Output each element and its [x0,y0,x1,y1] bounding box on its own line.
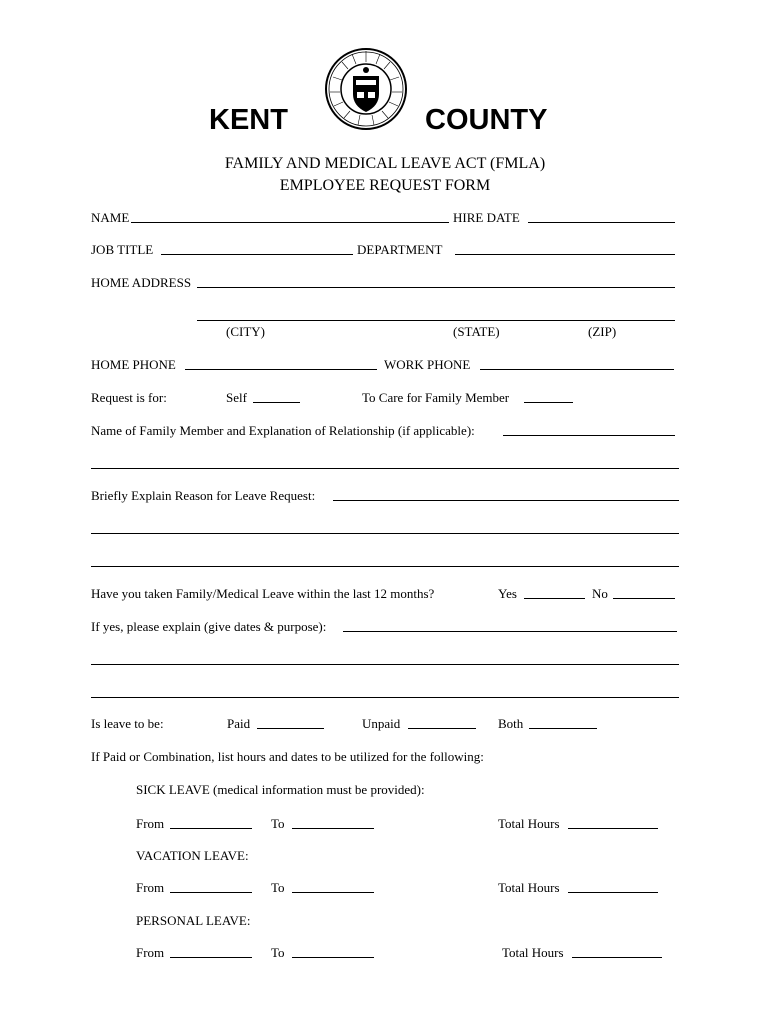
unpaid-field[interactable] [408,728,476,729]
personal-from-field[interactable] [170,957,252,958]
home-phone-field[interactable] [185,369,377,370]
unpaid-label: Unpaid [362,716,401,731]
if-yes-label: If yes, please explain (give dates & purpose): [91,619,327,634]
reason-field[interactable] [333,500,679,501]
home-address-field[interactable] [197,287,675,288]
hire-date-field[interactable] [528,222,675,223]
sick-total-hours-label: Total Hours [498,816,560,831]
form-title-line1: FAMILY AND MEDICAL LEAVE ACT (FMLA) [224,155,546,172]
no-field[interactable] [613,598,675,599]
personal-to-label: To [271,945,285,960]
leave-to-be-label: Is leave to be: [91,716,164,731]
job-title-field[interactable] [161,254,353,255]
taken-leave-label: Have you taken Family/Medical Leave within the last 12 months? [91,586,435,601]
sick-leave-label: SICK LEAVE (medical information must be provided): [136,782,425,797]
reason-field-2[interactable] [91,533,679,534]
care-family-label: To Care for Family Member [362,390,510,405]
header-kent: KENT [209,104,288,136]
request-for-label: Request is for: [91,390,167,405]
both-label: Both [498,716,524,731]
vacation-from-field[interactable] [170,892,252,893]
yes-label: Yes [498,586,517,601]
personal-leave-label: PERSONAL LEAVE: [136,913,251,928]
self-field[interactable] [253,402,300,403]
vacation-from-label: From [136,880,165,895]
sick-from-label: From [136,816,165,831]
personal-total-hours-label: Total Hours [502,945,564,960]
vacation-total-hours-field[interactable] [568,892,658,893]
paid-field[interactable] [257,728,324,729]
home-address-label: HOME ADDRESS [91,275,192,290]
vacation-total-hours-label: Total Hours [498,880,560,895]
paid-combo-label: If Paid or Combination, list hours and dates to be utilized for the following: [91,749,484,764]
reason-field-3[interactable] [91,566,679,567]
department-label: DEPARTMENT [357,242,443,257]
county-seal-logo [324,42,408,136]
job-title-label: JOB TITLE [91,242,154,257]
personal-from-label: From [136,945,165,960]
city-caption: (CITY) [226,324,265,339]
family-member-field[interactable] [503,435,675,436]
name-field[interactable] [131,222,449,223]
form-title-line2: EMPLOYEE REQUEST FORM [279,177,491,194]
hire-date-label: HIRE DATE [453,210,520,225]
zip-caption: (ZIP) [588,324,617,339]
sick-to-label: To [271,816,285,831]
name-label: NAME [91,210,130,225]
personal-total-hours-field[interactable] [572,957,662,958]
city-state-zip-field[interactable] [197,320,675,321]
yes-field[interactable] [524,598,585,599]
personal-to-field[interactable] [292,957,374,958]
family-member-label: Name of Family Member and Explanation of Relationship (if applicable): [91,423,475,438]
sick-to-field[interactable] [292,828,374,829]
header-county: COUNTY [425,104,548,136]
care-family-field[interactable] [524,402,573,403]
home-phone-label: HOME PHONE [91,357,176,372]
family-member-field-2[interactable] [91,468,679,469]
if-yes-field-2[interactable] [91,664,679,665]
self-label: Self [226,390,247,405]
vacation-to-label: To [271,880,285,895]
both-field[interactable] [529,728,597,729]
work-phone-label: WORK PHONE [384,357,471,372]
sick-total-hours-field[interactable] [568,828,658,829]
state-caption: (STATE) [453,324,500,339]
if-yes-field-3[interactable] [91,697,679,698]
reason-label: Briefly Explain Reason for Leave Request: [91,488,316,503]
sick-from-field[interactable] [170,828,252,829]
vacation-to-field[interactable] [292,892,374,893]
department-field[interactable] [455,254,675,255]
work-phone-field[interactable] [480,369,674,370]
if-yes-field[interactable] [343,631,677,632]
paid-label: Paid [227,716,251,731]
vacation-leave-label: VACATION LEAVE: [136,848,249,863]
no-label: No [592,586,608,601]
